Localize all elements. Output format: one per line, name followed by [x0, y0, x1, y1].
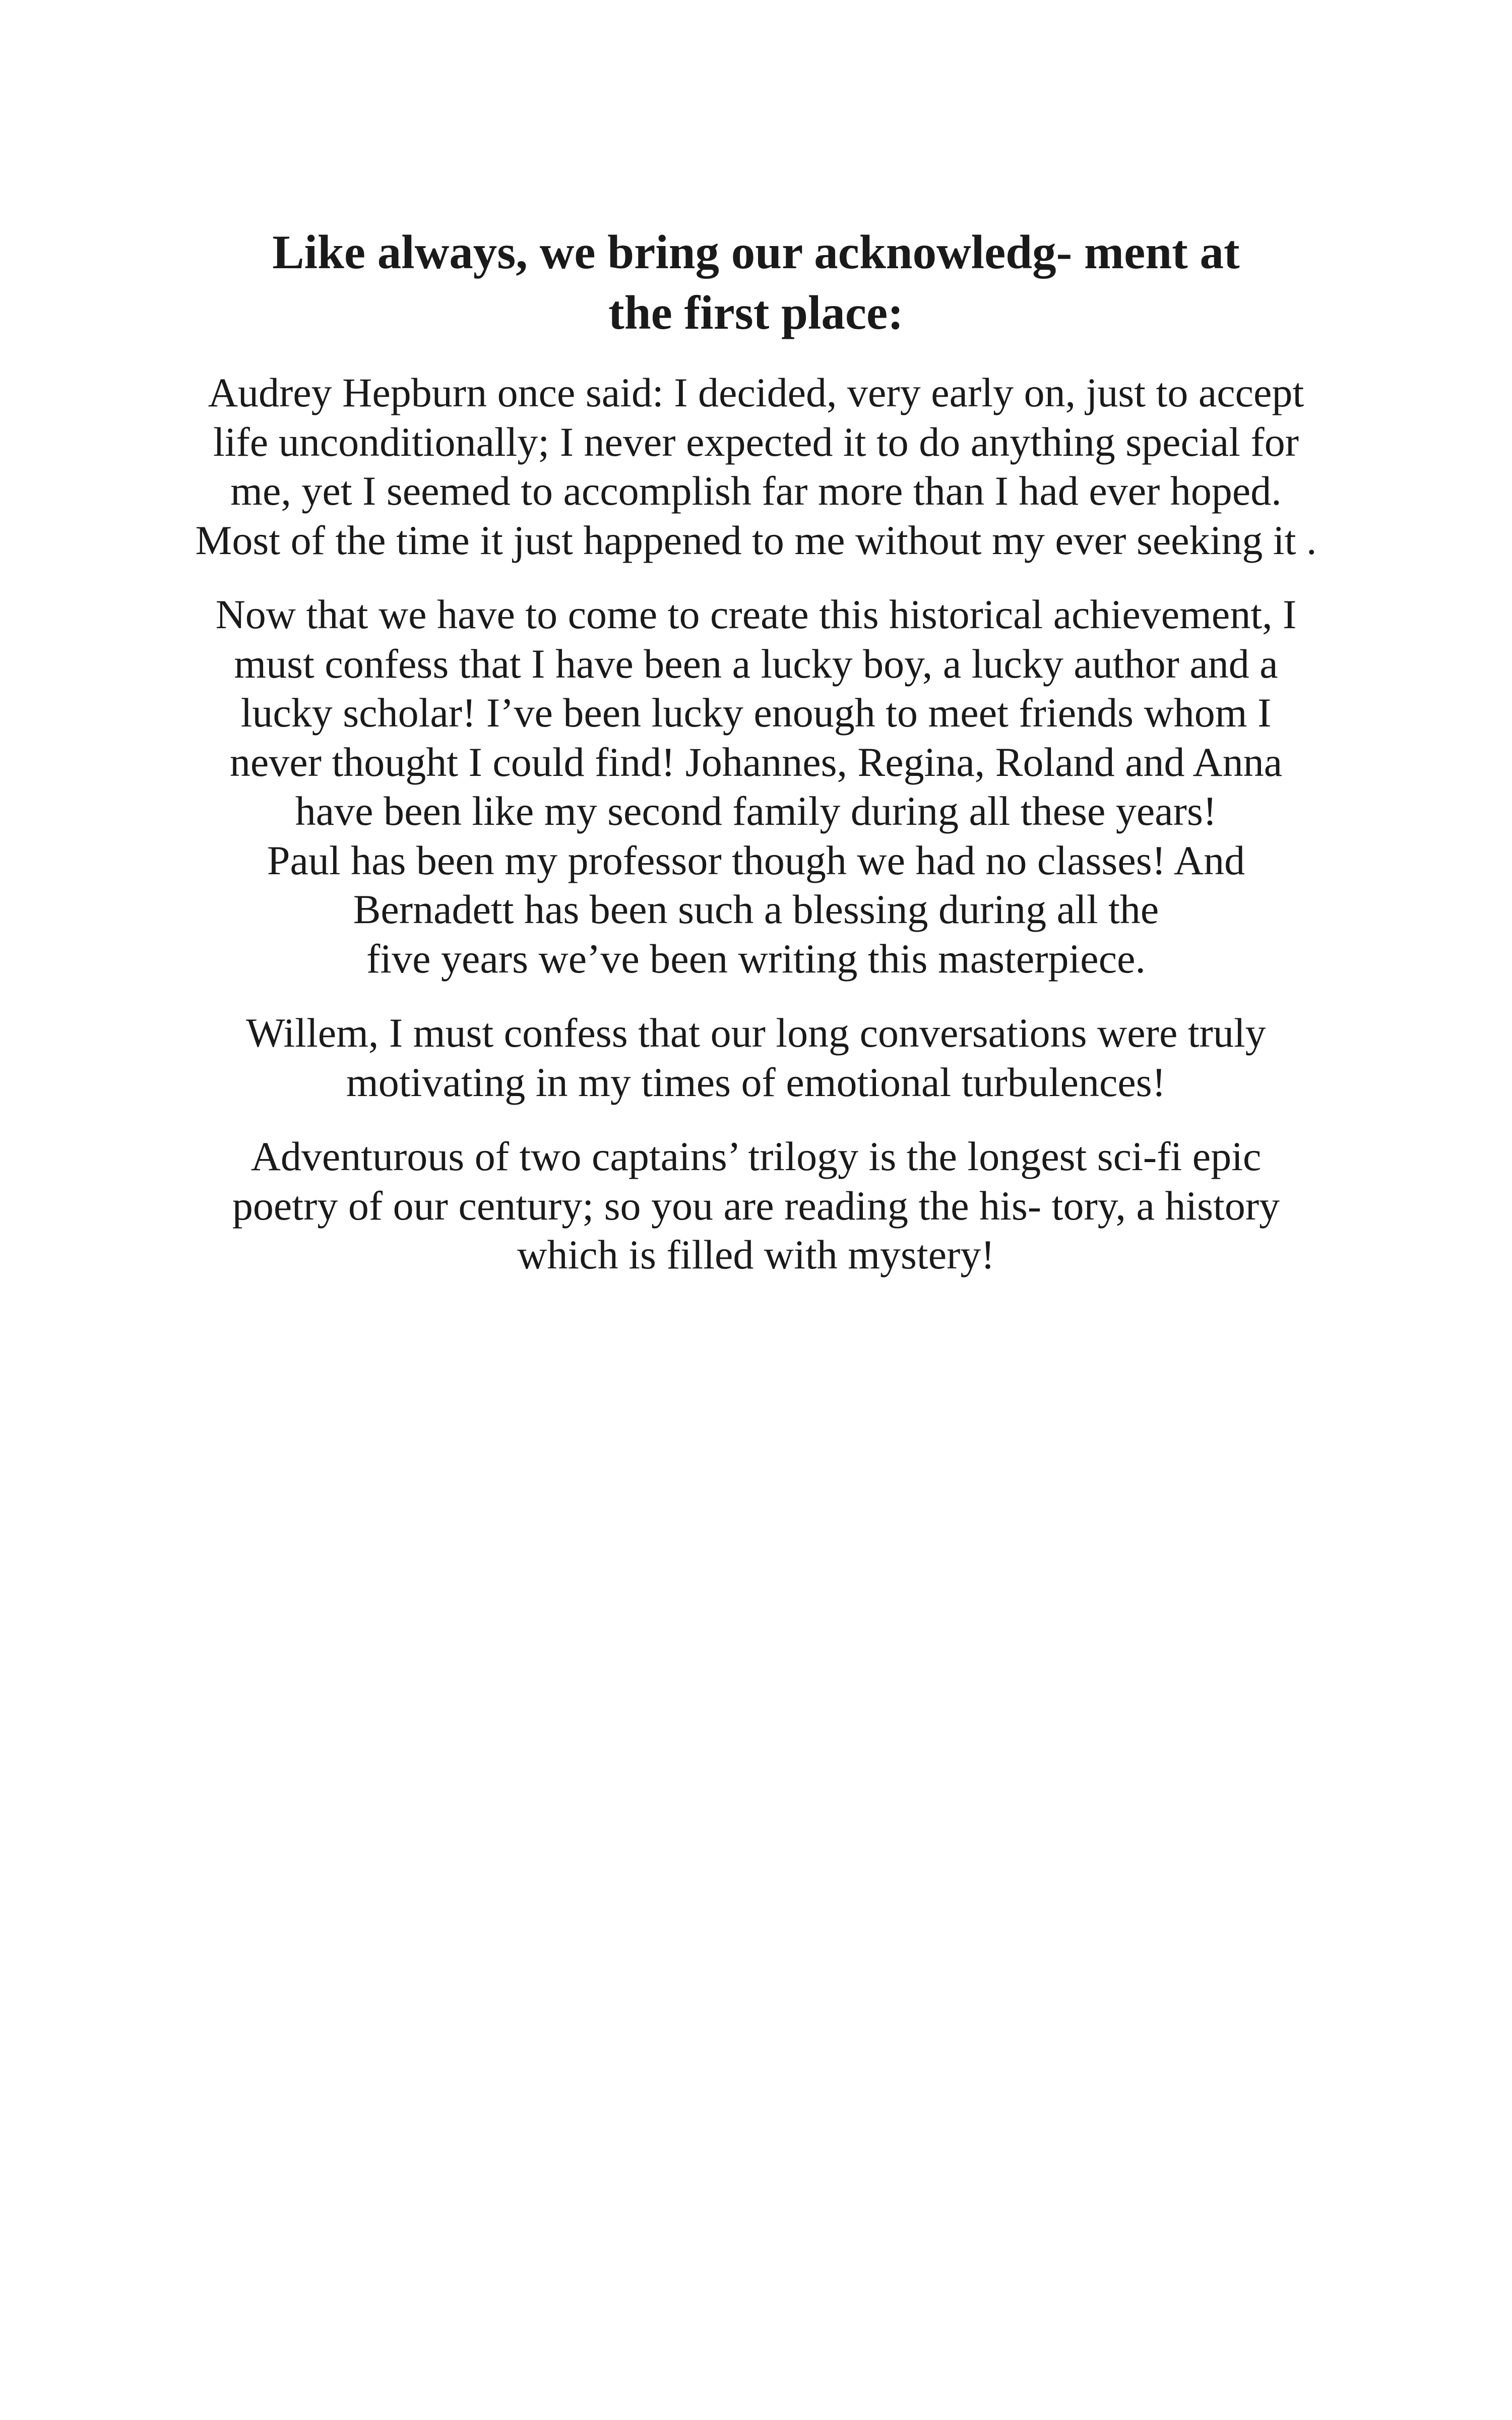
text-line: Now that we have to come to create this historical achievement, I — [215, 591, 1297, 637]
text-line: life unconditionally; I never expected it to do anything special for — [213, 418, 1299, 465]
text-line: Audrey Hepburn once said: I decided, very early on, just to accept — [208, 370, 1304, 415]
text-line: which is filled with mystery! — [517, 1232, 995, 1278]
text-line: have been like my second family during all these years! — [295, 788, 1217, 834]
text-line: lucky scholar! I’ve been lucky enough to meet friends whom I — [240, 690, 1272, 736]
text-line: never thought I could find! Johannes, Regina, Roland and Anna — [229, 739, 1283, 785]
text-line: Bernadett has been such a blessing during all the — [353, 886, 1159, 932]
paragraph-willem — [171, 1008, 1341, 1107]
acknowledgment-section — [171, 222, 1341, 1280]
text-line: poetry of our century; so you are reading the his- tory, a history — [232, 1182, 1280, 1229]
title-line: Like always, we bring our acknowledg- ment at — [272, 225, 1240, 279]
title-line: the first place: — [608, 286, 904, 339]
paragraph-trilogy — [171, 1132, 1341, 1280]
paragraph-friends — [171, 590, 1341, 983]
text-line: Adventurous of two captains’ trilogy is the longest sci-fi epic — [250, 1133, 1262, 1179]
page-title — [171, 222, 1341, 343]
text-line: motivating in my times of emotional turbulences! — [346, 1059, 1166, 1105]
text-line: five years we’ve been writing this masterpiece. — [366, 935, 1146, 982]
text-line: Willem, I must confess that our long conversations were truly — [246, 1010, 1266, 1056]
paragraph-hepburn-quote — [171, 368, 1341, 565]
text-line: Paul has been my professor though we had no classes! And — [267, 837, 1245, 883]
text-line: must confess that I have been a lucky boy, a lucky author and a — [234, 640, 1278, 687]
text-line: Most of the time it just happened to me without my ever seeking it . — [195, 517, 1317, 563]
text-line: me, yet I seemed to accomplish far more than I had ever hoped. — [230, 468, 1282, 514]
